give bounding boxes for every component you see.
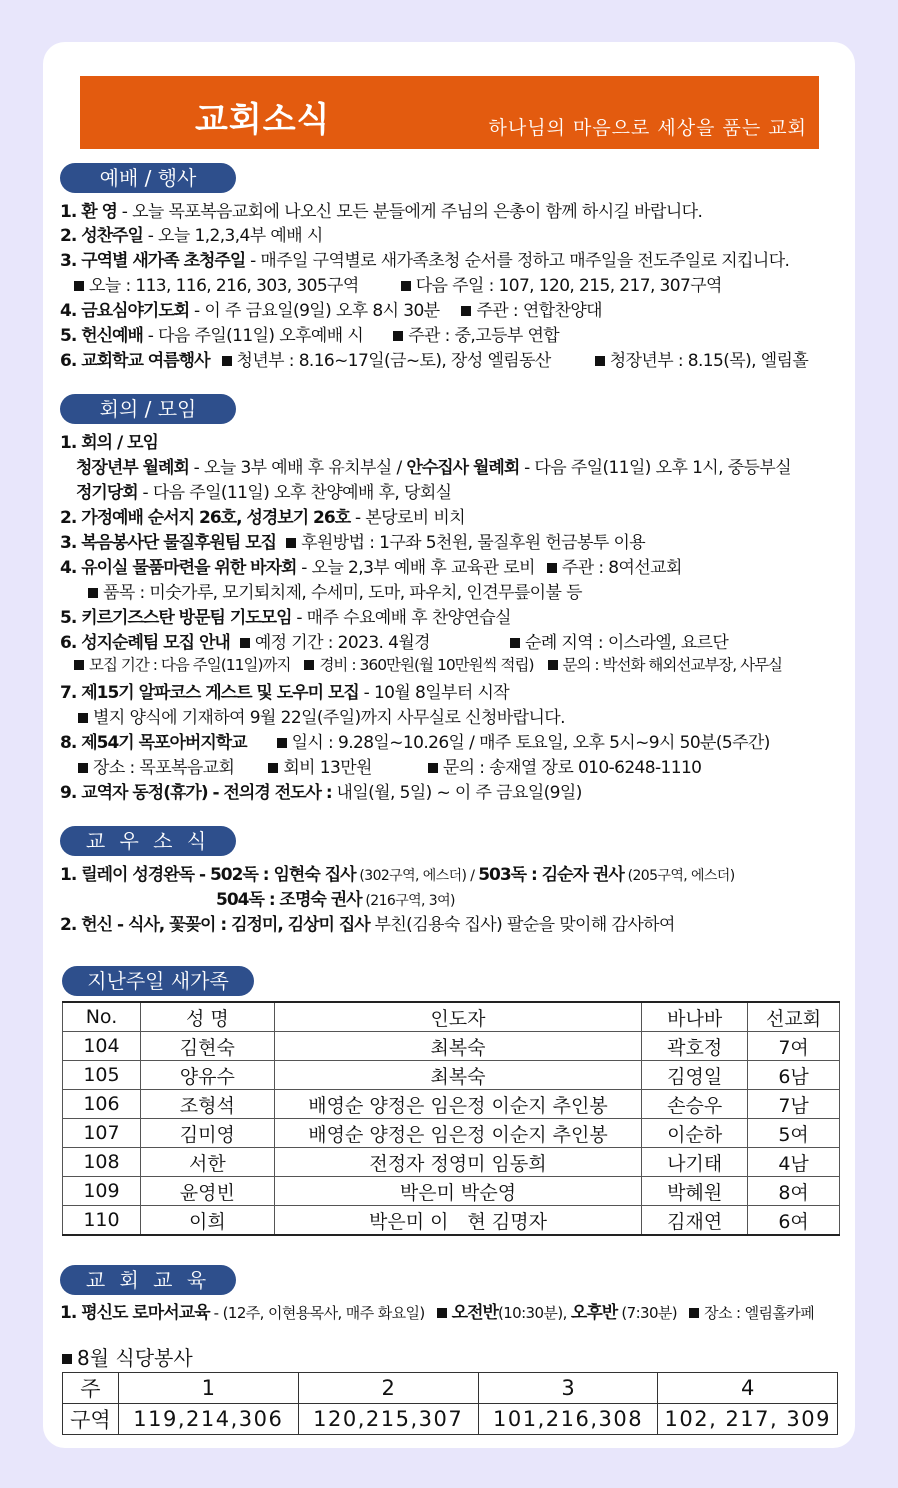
member-line-1: 1. 릴레이 성경완독 - 502독 : 임현숙 집사 (302구역, 에스더) / 503독 : 김순자 권사 (205구역, 에스더)	[60, 865, 735, 885]
meeting-line-7: 품목 : 미숫가루, 모기퇴치제, 수세미, 도마, 파우치, 인견무릎이불 등	[88, 578, 582, 603]
bullet-square-icon	[74, 281, 84, 291]
table-cell: 이희	[140, 1206, 274, 1236]
meal-cell: 101,216,308	[478, 1404, 658, 1435]
table-cell: 8여	[748, 1177, 840, 1206]
bullet-square-icon	[461, 306, 471, 316]
meal-cell: 4	[658, 1373, 838, 1404]
worship-line-1: 1. 환 영 - 오늘 목포복음교회에 나오신 모든 분들에게 주님의 은총이 함께 하시길 바랍니다.	[60, 202, 703, 222]
table-cell: 곽호정	[642, 1032, 748, 1061]
meal-cell: 1	[118, 1373, 298, 1404]
bullet-square-icon	[401, 281, 411, 291]
worship-line-2: 2. 성찬주일 - 오늘 1,2,3,4부 예배 시	[60, 226, 323, 246]
meal-cell: 구역	[63, 1404, 119, 1435]
bullet-square-icon	[240, 638, 250, 648]
bullet-square-icon	[428, 763, 438, 773]
table-cell: 박은미 이 현 김명자	[274, 1206, 641, 1236]
meal-cell: 주	[63, 1373, 119, 1404]
table-cell: 109	[63, 1177, 141, 1206]
table-cell: 조형석	[140, 1090, 274, 1119]
table-row	[63, 1061, 840, 1090]
meal-service-title: 8월 식당봉사	[62, 1342, 193, 1371]
table-cell: 박혜원	[642, 1177, 748, 1206]
table-row	[63, 1119, 840, 1148]
meal-cell: 3	[478, 1373, 658, 1404]
bullet-square-icon	[268, 763, 278, 773]
meeting-line-11: 7. 제15기 알파코스 게스트 및 도우미 모집 - 10월 8일부터 시작	[60, 683, 510, 703]
meal-cell: 119,214,306	[118, 1404, 298, 1435]
table-cell: 6남	[748, 1061, 840, 1090]
table-row	[63, 1206, 840, 1236]
meeting-line-13: 8. 제54기 목포아버지학교 일시 : 9.28일~10.26일 / 매주 토요일, 오후 5시~9시 50분(5주간)	[60, 733, 770, 753]
worship-line-6: 5. 헌신예배 - 다음 주일(11일) 오후예배 시 주관 : 중,고등부 연합	[60, 326, 560, 346]
bullet-square-icon	[548, 660, 558, 670]
bullet-square-icon	[78, 763, 88, 773]
bullet-square-icon	[393, 331, 403, 341]
meeting-line-2: 청장년부 월례회 - 오늘 3부 예배 후 유치부실 / 안수집사 월례회 - 다음 주일(11일) 오후 1시, 중등부실	[76, 458, 792, 478]
meal-service-table	[62, 1372, 838, 1435]
bullet-square-icon	[74, 660, 84, 670]
table-cell: 104	[63, 1032, 141, 1061]
member-line-3: 2. 헌신 - 식사, 꽃꽂이 : 김정미, 김상미 집사 부친(김용숙 집사) 팔순을 맞이해 감사하여	[60, 915, 675, 935]
table-cell: 4남	[748, 1148, 840, 1177]
worship-line-4: 오늘 : 113, 116, 216, 303, 305구역 다음 주일 : 107, 120, 215, 217, 307구역	[74, 271, 722, 296]
meeting-line-4: 2. 가정예배 순서지 26호, 성경보기 26호 - 본당로비 비치	[60, 508, 466, 528]
section-pill-worship: 예배 / 행사	[60, 163, 236, 193]
worship-line-5: 4. 금요심야기도회 - 이 주 금요일(9일) 오후 8시 30분 주관 : 연합찬양대	[60, 301, 602, 321]
meeting-line-5: 3. 복음봉사단 물질후원팀 모집 후원방법 : 1구좌 5천원, 물질후원 헌금봉투 이용	[60, 533, 646, 553]
bullet-square-icon	[437, 1308, 447, 1318]
page-title: 교회소식	[195, 100, 331, 140]
member-line-2: 504독 : 조명숙 권사 (216구역, 3여)	[216, 890, 455, 910]
meeting-line-3: 정기당회 - 다음 주일(11일) 오후 찬양예배 후, 당회실	[76, 483, 452, 503]
table-cell: 김재연	[642, 1206, 748, 1236]
table-header-cell: 성 명	[140, 1002, 274, 1032]
table-cell: 105	[63, 1061, 141, 1090]
table-cell: 김미영	[140, 1119, 274, 1148]
table-cell: 최복숙	[274, 1032, 641, 1061]
meal-cell: 120,215,307	[298, 1404, 478, 1435]
table-cell: 108	[63, 1148, 141, 1177]
meeting-line-15: 9. 교역자 동정(휴가) - 전의경 전도사 : 내일(월, 5일) ~ 이 주 금요일(9일)	[60, 783, 582, 803]
bullet-square-icon	[595, 356, 605, 366]
table-cell: 윤영빈	[140, 1177, 274, 1206]
bullet-square-icon	[689, 1308, 699, 1318]
meeting-line-1: 1. 회의 / 모임	[60, 433, 158, 453]
section-pill-meetings: 회의 / 모임	[60, 394, 236, 424]
bullet-square-icon	[304, 660, 314, 670]
bullet-square-icon	[277, 738, 287, 748]
meal-cell: 102, 217, 309	[658, 1404, 838, 1435]
bullet-square-icon	[547, 563, 557, 573]
table-cell: 배영순 양정은 임은정 이순지 추인봉	[274, 1119, 641, 1148]
table-cell: 110	[63, 1206, 141, 1236]
bullet-square-icon	[62, 1354, 72, 1364]
bullet-square-icon	[286, 538, 296, 548]
meeting-line-9: 6. 성지순례팀 모집 안내 예정 기간 : 2023. 4월경 순례 지역 : 이스라엘, 요르단	[60, 633, 729, 653]
table-cell: 배영순 양정은 임은정 이순지 추인봉	[274, 1090, 641, 1119]
table-cell: 5여	[748, 1119, 840, 1148]
worship-line-7: 6. 교회학교 여름행사 청년부 : 8.16~17일(금~토), 장성 엘림동산 청장년부 : 8.15(목), 엘림홀	[60, 351, 809, 371]
meeting-line-12: 별지 양식에 기재하여 9월 22일(주일)까지 사무실로 신청바랍니다.	[78, 703, 565, 728]
table-cell: 이순하	[642, 1119, 748, 1148]
table-header-cell: No.	[63, 1002, 141, 1032]
table-cell: 전정자 정영미 임동희	[274, 1148, 641, 1177]
table-header-row	[63, 1002, 840, 1032]
table-header-cell: 바나바	[642, 1002, 748, 1032]
bullet-square-icon	[222, 356, 232, 366]
table-cell: 김영일	[642, 1061, 748, 1090]
table-cell: 6여	[748, 1206, 840, 1236]
meeting-line-8: 5. 키르기즈스탄 방문팀 기도모임 - 매주 수요예배 후 찬양연습실	[60, 608, 511, 628]
meeting-line-6: 4. 유이실 물품마련을 위한 바자회 - 오늘 2,3부 예배 후 교육관 로비 주관 : 8여선교회	[60, 558, 682, 578]
worship-line-3: 3. 구역별 새가족 초청주일 - 매주일 구역별로 새가족초청 순서를 정하고 매주일을 전도주일로 지킵니다.	[60, 251, 790, 271]
table-row	[63, 1177, 840, 1206]
section-pill-members: 교 우 소 식	[60, 826, 236, 856]
meal-cell: 2	[298, 1373, 478, 1404]
newcomer-table	[62, 1001, 840, 1236]
table-cell: 7남	[748, 1090, 840, 1119]
header-banner	[80, 76, 819, 149]
table-cell: 최복숙	[274, 1061, 641, 1090]
table-cell: 박은미 박순영	[274, 1177, 641, 1206]
table-cell: 김현숙	[140, 1032, 274, 1061]
table-row	[63, 1090, 840, 1119]
section-pill-education: 교 회 교 육	[60, 1265, 236, 1295]
table-cell: 107	[63, 1119, 141, 1148]
meeting-line-14: 장소 : 목포복음교회 회비 13만원 문의 : 송재열 장로 010-6248-1110	[78, 753, 701, 778]
table-cell: 서한	[140, 1148, 274, 1177]
section-pill-newcomers: 지난주일 새가족	[62, 966, 254, 996]
table-row	[63, 1032, 840, 1061]
bullet-square-icon	[78, 713, 88, 723]
bullet-square-icon	[88, 588, 98, 598]
meal-header-row	[63, 1373, 838, 1404]
table-cell: 나기태	[642, 1148, 748, 1177]
meeting-line-10: 모집 기간 : 다음 주일(11일)까지 경비 : 360만원(월 10만원씩 적립) 문의 : 박선화 해외선교부장, 사무실	[74, 653, 782, 675]
table-header-cell: 선교회	[748, 1002, 840, 1032]
table-row	[63, 1148, 840, 1177]
table-cell: 7여	[748, 1032, 840, 1061]
education-line-1: 1. 평신도 로마서교육 - (12주, 이현용목사, 매주 화요일) 오전반(10:30분), 오후반 (7:30분) 장소 : 엘림홀카페	[60, 1303, 815, 1323]
meal-row	[63, 1404, 838, 1435]
table-cell: 손승우	[642, 1090, 748, 1119]
page-subtitle: 하나님의 마음으로 세상을 품는 교회	[488, 117, 807, 139]
table-cell: 106	[63, 1090, 141, 1119]
bullet-square-icon	[510, 638, 520, 648]
table-header-cell: 인도자	[274, 1002, 641, 1032]
table-cell: 양유수	[140, 1061, 274, 1090]
